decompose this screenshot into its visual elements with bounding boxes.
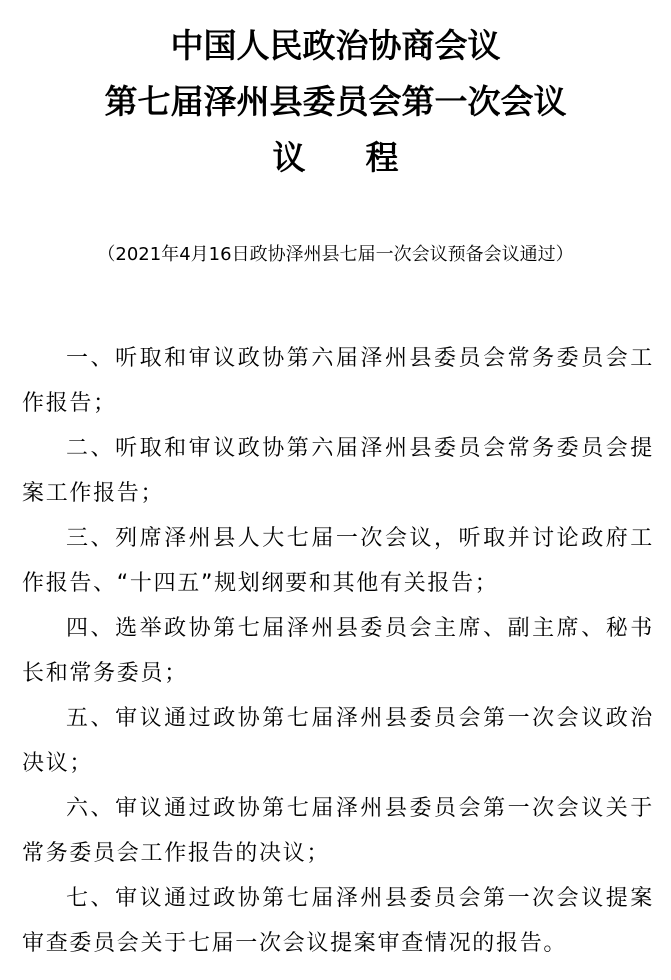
agenda-item-6: 六、审议通过政协第七届泽州县委员会第一次会议关于常务委员会工作报告的决议； — [22, 796, 654, 866]
agenda-item-1: 一、听取和审议政协第六届泽州县委员会常务委员会工作报告； — [22, 346, 654, 416]
agenda-item-2: 二、听取和审议政协第六届泽州县委员会常务委员会提案工作报告； — [22, 436, 654, 506]
title-line-3: 议程 — [272, 138, 459, 177]
title-line-2: 第七届泽州县委员会第一次会议 — [104, 82, 567, 121]
agenda-item-5: 五、审议通过政协第七届泽州县委员会第一次会议政治决议； — [22, 706, 654, 776]
agenda-item-7: 七、审议通过政协第七届泽州县委员会第一次会议提案审查委员会关于七届一次会议提案审查情况的报告。 — [22, 886, 654, 956]
approval-note: （2021年4月16日政协泽州县七届一次会议预备会议通过） — [97, 244, 574, 265]
agenda-item-4: 四、选举政协第七届泽州县委员会主席、副主席、秘书长和常务委员； — [22, 616, 654, 686]
title-line-1: 中国人民政治协商会议 — [170, 26, 501, 65]
agenda-list — [22, 336, 654, 966]
agenda-item-3: 三、列席泽州县人大七届一次会议，听取并讨论政府工作报告、“十四五”规划纲要和其他有关报告； — [22, 526, 654, 596]
